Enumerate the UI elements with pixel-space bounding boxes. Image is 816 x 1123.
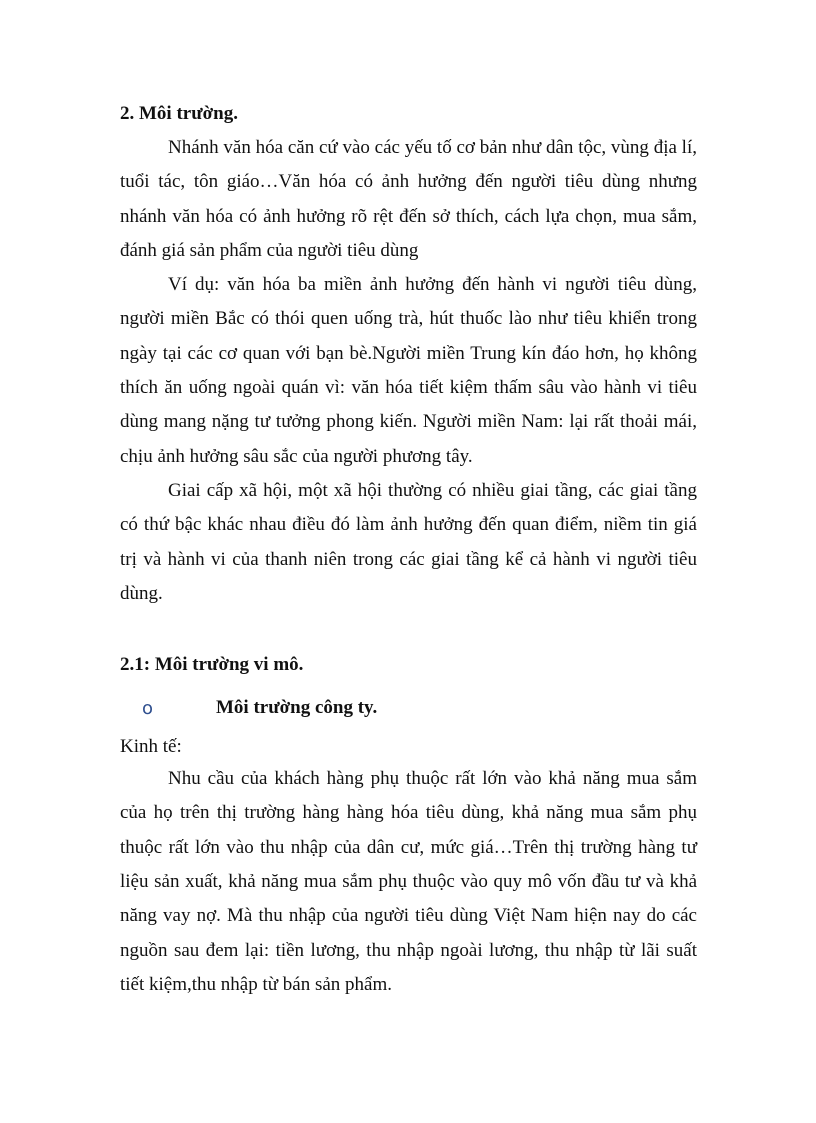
paragraph: Nhánh văn hóa căn cứ vào các yếu tố cơ bản như dân tộc, vùng địa lí, tuổi tác, tôn giáo…Văn hóa có ảnh hưởng đến người tiêu dùng nhưng nhánh văn hóa có ảnh hưởng rõ rệt đến sở thích, cách lựa chọn, mua sắm, đánh giá sản phẩm của người tiêu dùng xyxy=(120,137,697,261)
bullet-circle-icon: o xyxy=(142,697,154,719)
economy-label: Kinh tế: xyxy=(120,736,182,758)
paragraph: Ví dụ: văn hóa ba miền ảnh hưởng đến hành vi người tiêu dùng, người miền Bắc có thói quen uống trà, hút thuốc lào như tiêu khiển trong ngày tại các cơ quan với bạn bè.Người miền Trung kín đáo hơn, họ không thích ăn uống ngoài quán vì: văn hóa tiết kiệm thấm sâu vào hành vi tiêu dùng mang nặng tư tưởng phong kiến. Người miền Nam: lại rất thoải mái, chịu ảnh hưởng sâu sắc của người phương tây. xyxy=(120,274,697,467)
bullet-text: Môi trường công ty. xyxy=(216,697,378,719)
section-heading: 2. Môi trường. xyxy=(120,103,238,124)
document-body xyxy=(120,97,697,1002)
paragraph: Giai cấp xã hội, một xã hội thường có nhiều giai tầng, các giai tầng có thứ bậc khác nhau điều đó làm ảnh hưởng đến quan điểm, niềm tin giá trị và hành vi của thanh niên trong các giai tầng kể cả hành vi người tiêu dùng. xyxy=(120,479,697,604)
subsection-heading: 2.1: Môi trường vi mô. xyxy=(120,654,304,676)
paragraph: Nhu cầu của khách hàng phụ thuộc rất lớn vào khả năng mua sắm của họ trên thị trường hàng hàng hóa tiêu dùng, khả năng mua sắm phụ thuộc rất lớn vào thu nhập của dân cư, mức giá…Trên thị trường hàng tư liệu sản xuất, khả năng mua sắm phụ thuộc vào quy mô vốn đầu tư và khả năng vay nợ. Mà thu nhập của người tiêu dùng Việt Nam hiện nay do các nguồn sau đem lại: tiền lương, thu nhập ngoài lương, thu nhập từ lãi suất tiết kiệm,thu nhập từ bán sản phẩm. xyxy=(120,768,697,995)
bullet-item xyxy=(120,688,697,728)
